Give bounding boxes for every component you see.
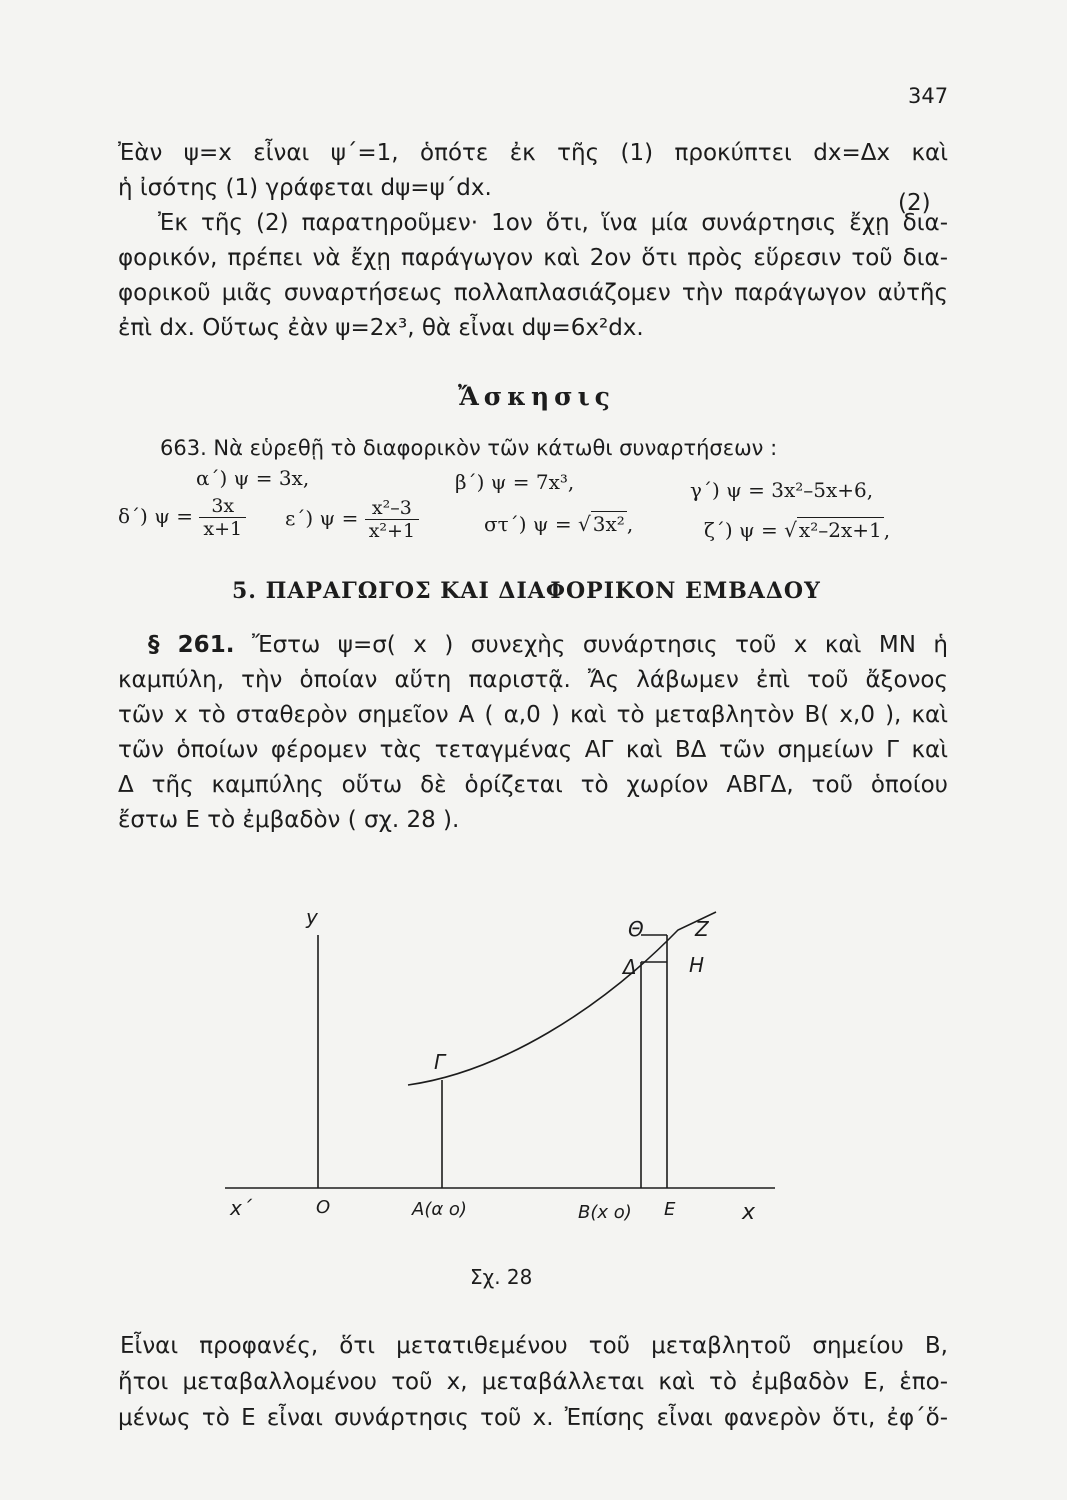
- exercise-z: ζ΄) ψ = √ x²–2x+1 ,: [704, 518, 891, 542]
- label-x: x: [742, 1200, 756, 1225]
- text-line: Ἐὰν ψ=x εἶναι ψ΄=1, ὁπότε ἐκ τῆς (1) προκύπτει dx=Δx καὶ: [118, 140, 948, 166]
- text-line: τῶν x τὸ σταθερὸν σημεῖον Α ( α,0 ) καὶ τὸ μεταβλητὸν Β( x,0 ), καὶ: [118, 702, 948, 728]
- fraction-numerator: x²–3: [365, 497, 419, 520]
- text-line: ἔστω Ε τὸ ἐμβαδὸν ( σχ. 28 ).: [118, 807, 460, 833]
- radicand: x²–2x+1: [798, 518, 882, 542]
- text-line: καμπύλη, τὴν ὁποίαν αὕτη παριστᾷ. Ἄς λάβωμεν ἐπὶ τοῦ ἄξονος: [118, 667, 948, 693]
- exercise-e-label: ε΄) ψ =: [285, 506, 359, 530]
- fraction-denominator: x+1: [203, 518, 243, 540]
- exercise-st: στ΄) ψ = √ 3x² ,: [484, 512, 634, 536]
- sqrt-sign: √: [784, 518, 797, 542]
- text-line: τῶν ὁποίων φέρομεν τὰς τεταγμένας ΑΓ καὶ ΒΔ τῶν σημείων Γ καὶ: [118, 737, 948, 763]
- exercise-c: γ΄) ψ = 3x²–5x+6,: [690, 478, 874, 502]
- text-line: Εἶναι προφανές, ὅτι μετατιθεμένου τοῦ μεταβλητοῦ σημείου Β,: [120, 1333, 948, 1359]
- label-z: Z: [695, 917, 709, 941]
- page-number: 347: [908, 84, 949, 108]
- curve-mn: [408, 912, 716, 1085]
- label-b: B(x o): [578, 1202, 632, 1223]
- text-line: μένως τὸ Ε εἶναι συνάρτησις τοῦ x. Ἐπίσης εἶναι φανερὸν ὅτι, ἐφ΄ὅ-: [118, 1405, 948, 1431]
- text-line: ἡ ἰσότης (1) γράφεται dψ=ψ΄dx.: [118, 175, 492, 201]
- text-line: ἤτοι μεταβαλλομένου τοῦ x, μεταβάλλεται καὶ τὸ ἐμβαδὸν Ε, ἑπο-: [118, 1369, 948, 1395]
- exercise-a: α΄) ψ = 3x,: [196, 466, 310, 490]
- sqrt-sign: √: [578, 512, 591, 536]
- label-a: A(α o): [412, 1199, 467, 1220]
- figure-caption: Σχ. 28: [470, 1265, 533, 1289]
- closing-paragraph: [118, 1328, 948, 1436]
- exercise-d-label: δ΄) ψ =: [118, 504, 193, 528]
- exercise-b: β΄) ψ = 7x³,: [455, 470, 575, 494]
- exercise-title: Ἄσκησις: [458, 382, 615, 411]
- fraction-denominator: x²+1: [368, 520, 416, 542]
- radicand: 3x²: [592, 512, 625, 536]
- section-first-line: Ἔστω ψ=σ( x ) συνεχὴς συνάρτησις τοῦ x καὶ MN ἡ: [251, 632, 949, 658]
- text-line: Δ τῆς καμπύλης οὕτω δὲ ὁρίζεται τὸ χωρίον ΑΒΓΔ, τοῦ ὁποίου: [118, 772, 948, 798]
- label-gamma: Γ: [434, 1050, 446, 1074]
- fraction-numerator: 3x: [199, 495, 246, 518]
- exercise-st-label: στ΄) ψ =: [484, 512, 572, 536]
- text-line: ἐπὶ dx. Οὕτως ἐὰν ψ=2x³, θὰ εἶναι dψ=6x²dx.: [118, 315, 644, 341]
- label-e: E: [664, 1199, 676, 1220]
- label-h: H: [689, 953, 705, 977]
- label-origin: O: [316, 1197, 331, 1218]
- equation-number: (2): [898, 190, 931, 216]
- text-line: φορικοῦ μιᾶς συναρτήσεως πολλαπλασιάζομεν τὴν παράγωγον αὐτῆς: [118, 280, 948, 306]
- label-delta: Δ: [623, 955, 637, 979]
- exercise-z-label: ζ΄) ψ =: [704, 518, 778, 542]
- text-line: Ἐκ τῆς (2) παρατηροῦμεν· 1ον ὅτι, ἵνα μία συνάρτησις ἔχῃ δια-: [158, 210, 948, 236]
- label-x-prime: x΄: [230, 1196, 252, 1220]
- section-number: § 261.: [148, 632, 235, 658]
- exercise-intro: 663. Νὰ εὑρεθῇ τὸ διαφορικὸν τῶν κάτωθι συναρτήσεων :: [160, 436, 778, 460]
- section-title: 5. ΠΑΡΑΓΩΓΟΣ ΚΑΙ ΔΙΑΦΟΡΙΚΟΝ ΕΜΒΑΔΟΥ: [232, 578, 821, 604]
- text-line: φορικόν, πρέπει νὰ ἔχῃ παράγωγον καὶ 2ον ὅτι πρὸς εὕρεσιν τοῦ δια-: [118, 245, 948, 271]
- label-y: y: [306, 905, 318, 929]
- label-theta: Θ: [628, 917, 644, 941]
